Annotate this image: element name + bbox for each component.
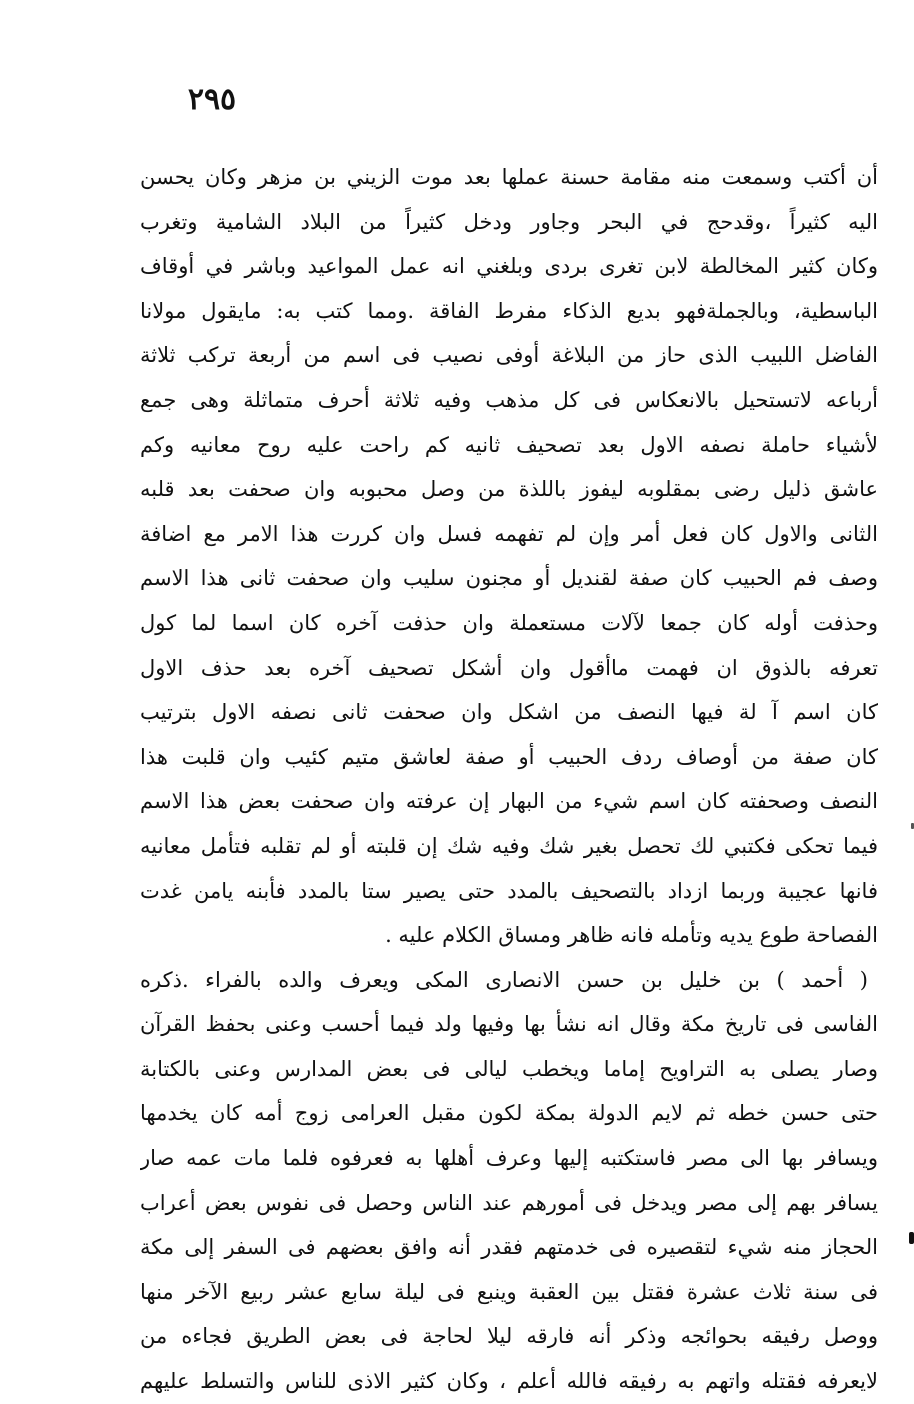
text-line: حتى حسن خطه ثم لايم الدولة بمكة لكون مقبل العرامى زوج أمه كان يخدمها xyxy=(140,1101,878,1126)
text-line: يسافر بهم إلى مصر ويدخل فى أمورهم عند الناس وحصل فى نفوس بعض أعراب xyxy=(140,1190,878,1215)
text-line: كان اسم آ لة فيها النصف من اشكل وان صحفت ثانى نصفه الاول بترتيب xyxy=(140,700,878,725)
text-line: فانها عجيبة وربما ازداد بالتصحيف بالمدد حتى يصير ستا بالمدد فأبنه يامن غدت xyxy=(140,878,878,903)
text-line: تعرفه بالذوق ان فهمت ماأقول وان أشكل تصحيف آخره بعد حذف الاول xyxy=(140,655,878,680)
text-line: الثانى والاول كان فعل أمر وإن لم تفهمه فسل وان كررت هذا الامر مع اضافة xyxy=(140,521,878,546)
scan-edge-mark xyxy=(909,1232,914,1244)
text-line: وصار يصلى به التراويح إماما ويخطب ليالى فى بعض المدارس وعنى بالكتابة xyxy=(140,1056,878,1081)
page-number: ٢٩٥ xyxy=(187,82,237,117)
text-line: ويسافر بها الى مصر فاستكتبه إليها وعرف أهلها به فعرفوه فلما مات عمه صار xyxy=(140,1146,878,1171)
text-line: عاشق ذليل رضى بمقلوبه ليفوز باللذة من وصل محبوبه وان صحفت بعد قلبه xyxy=(140,477,878,502)
text-line: اليه كثيراً ،وقدحج في البحر وجاور ودخل كثيراً من البلاد الشامية وتغرب xyxy=(140,209,878,234)
text-line: الفصاحة طوع يديه وتأمله فانه ظاهر ومساق الكلام عليه . xyxy=(385,923,878,948)
text-line: لأشياء حاملة نصفه الاول بعد تصحيف ثانيه كم راحت عليه روح معانيه وكم xyxy=(140,432,878,457)
text-line: الفاضل اللبيب الذى حاز من البلاغة أوفى نصيب فى اسم من أربعة تركب ثلاثة xyxy=(140,343,878,368)
text-line: فيما تحكى فكتبي لك تحصل بغير شك وفيه شك إن قلبته أو لم تقلبه فتأمل معانيه xyxy=(140,833,878,858)
entry-heading-line: ( أحمد ) بن خليل بن حسن الانصارى المكى ويعرف والده بالفراء .ذكره xyxy=(140,967,868,992)
text-line: ووصل رفيقه بحوائجه وذكر أنه فارقه ليلا لحاجة فى بعض الطريق فجاءه من xyxy=(140,1324,878,1349)
text-line: وحذفت أوله كان جمعا لآلات مستعملة وان حذفت آخره كان اسما لما كول xyxy=(140,610,878,635)
text-line: النصف وصحفته كان اسم شيء من البهار إن عرفته وان صحفت بعض هذا الاسم xyxy=(140,789,878,814)
text-line: الباسطية، وبالجملةفهو بديع الذكاء مفرط الفاقة .ومما كتب به: مايقول مولانا xyxy=(140,298,878,323)
text-line: كان صفة من أوصاف ردف الحبيب أو صفة لعاشق متيم كئيب وان قلبت هذا xyxy=(140,744,878,769)
text-line: أرباعه لاتستحيل بالانعكاس فى كل مذهب وفيه ثلاثة أحرف متماثلة وهى جمع xyxy=(140,387,878,412)
text-line: فى سنة ثلاث عشرة فقتل بين العقبة وينبع فى ليلة سابع عشر ربيع الآخر منها xyxy=(140,1279,878,1304)
text-line: لايعرفه فقتله واتهم به رفيقه فالله أعلم ، وكان كثير الاذى للناس والتسلط عليهم xyxy=(140,1369,878,1394)
text-line: الفاسى فى تاريخ مكة وقال انه نشأ بها وفيها ولد فيما أحسب وعنى بحفظ القرآن xyxy=(140,1012,878,1037)
body-text xyxy=(140,155,878,1404)
text-line: وصف فم الحبيب كان صفة لقنديل أو مجنون سليب وان صحفت ثانى هذا الاسم xyxy=(140,566,878,591)
text-line: وكان كثير المخالطة لابن تغرى بردى وبلغني انه عمل المواعيد وباشر في أوقاف xyxy=(140,254,878,279)
text-line: أن أكتب وسمعت منه مقامة حسنة عملها بعد موت الزيني بن مزهر وكان يحسن xyxy=(140,165,878,189)
text-line: الحجاز منه شيء لتقصيره فى خدمتهم فقدر أنه وافق بعضهم فى السفر إلى مكة xyxy=(140,1235,878,1260)
